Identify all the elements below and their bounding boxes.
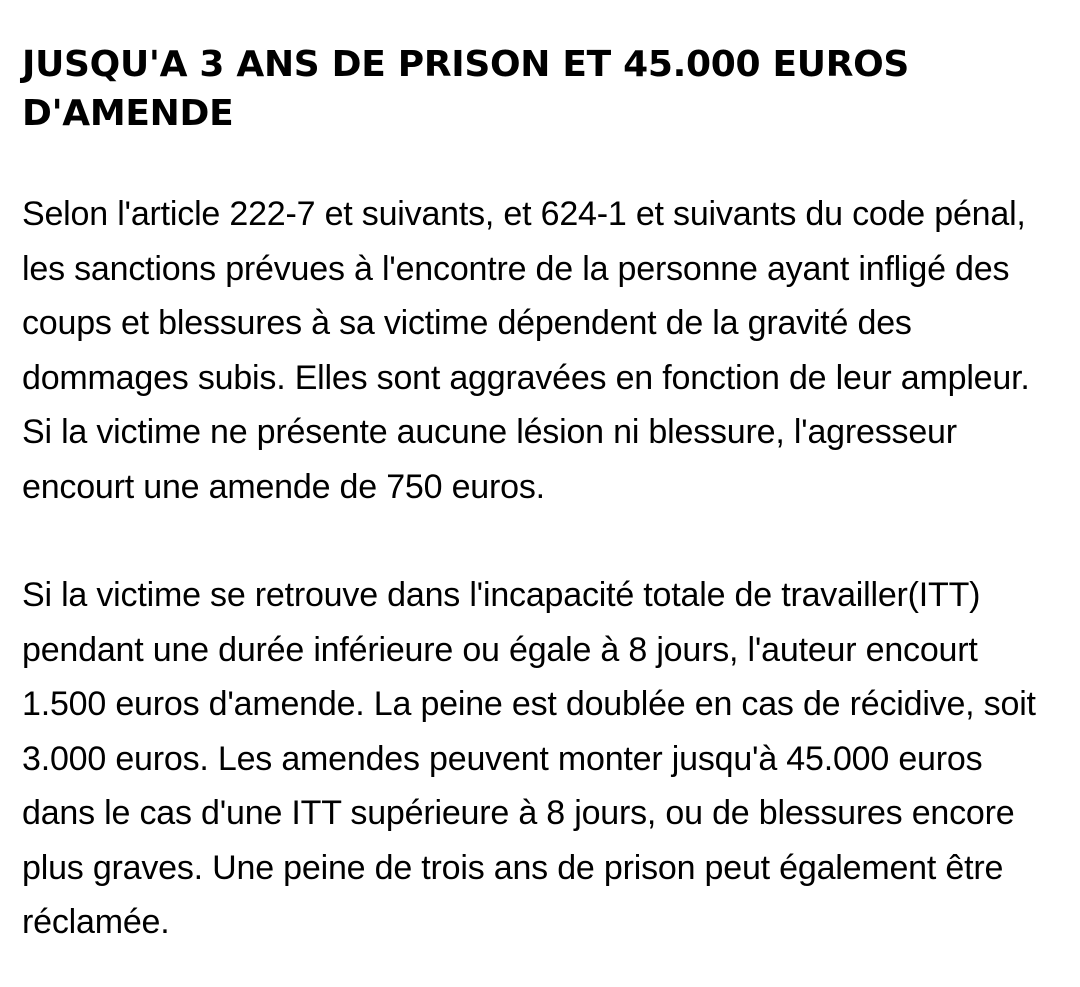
section-heading: JUSQU'A 3 ANS DE PRISON ET 45.000 EUROS D'AMENDE [22, 44, 910, 134]
paragraph-penalties-overview: Selon l'article 222-7 et suivants, et 624-1 et suivants du code pénal, les sanctions prévues à l'encontre de la personne ayant infligé des coups et blessures à sa victime dépendent de la gravité des dommages subis. Elles sont aggravées en fonction de leur ampleur. Si la victime ne présente aucune lésion ni blessure, l'agresseur encourt une amende de 750 euros. [22, 195, 1030, 506]
paragraph-itt-fines: Si la victime se retrouve dans l'incapacité totale de travailler(ITT) pendant une durée inférieure ou égale à 8 jours, l'auteur encourt 1.500 euros d'amende. La peine est doublée en cas de récidive, soit 3.000 euros. Les amendes peuvent monter jusqu'à 45.000 euros dans le cas d'une ITT supérieure à 8 jours, ou de blessures encore plus graves. Une peine de trois ans de prison peut également être réclamée. [22, 576, 1036, 941]
article-section [22, 40, 1062, 950]
